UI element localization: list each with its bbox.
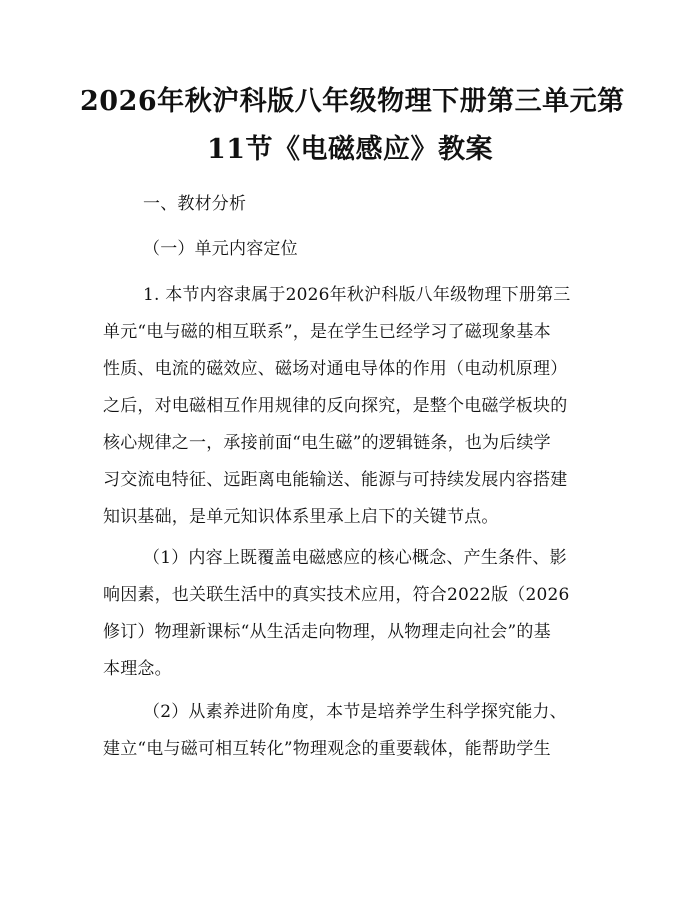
paragraph-2-line: 本理念。: [103, 659, 172, 679]
paragraph-1-line: 之后，对电磁相互作用规律的反向探究，是整个电磁学板块的: [103, 396, 568, 416]
paragraph-1-line: 习交流电特征、远距离电能输送、能源与可持续发展内容搭建: [103, 470, 568, 490]
paragraph-1-line: 知识基础，是单元知识体系里承上启下的关键节点。: [103, 507, 499, 527]
subsection-heading: （一）单元内容定位: [143, 239, 298, 259]
paragraph-2-line: 修订）物理新课标“从生活走向物理，从物理走向社会”的基: [103, 622, 551, 642]
paragraph-3-line: 建立“电与磁可相互转化”物理观念的重要载体，能帮助学生: [103, 739, 551, 759]
paragraph-1-line: 单元“电与磁的相互联系”，是在学生已经学习了磁现象基本: [103, 322, 551, 342]
document-title-line-1: 2026年秋沪科版八年级物理下册第三单元第: [80, 86, 625, 117]
section-heading: 一、教材分析: [143, 194, 247, 214]
paragraph-1-line: 核心规律之一，承接前面“电生磁”的逻辑链条，也为后续学: [103, 433, 551, 453]
paragraph-2-line: 响因素，也关联生活中的真实技术应用，符合2022版（2026: [103, 585, 570, 605]
paragraph-3-line: （2）从素养进阶角度，本节是培养学生科学探究能力、: [143, 702, 567, 722]
paragraph-1-line: 1. 本节内容隶属于2026年秋沪科版八年级物理下册第三: [143, 285, 571, 305]
paragraph-2-line: （1）内容上既覆盖电磁感应的核心概念、产生条件、影: [143, 548, 567, 568]
document-title-line-2: 11节《电磁感应》教案: [206, 134, 494, 165]
paragraph-1-line: 性质、电流的磁效应、磁场对通电导体的作用（电动机原理）: [103, 359, 568, 379]
